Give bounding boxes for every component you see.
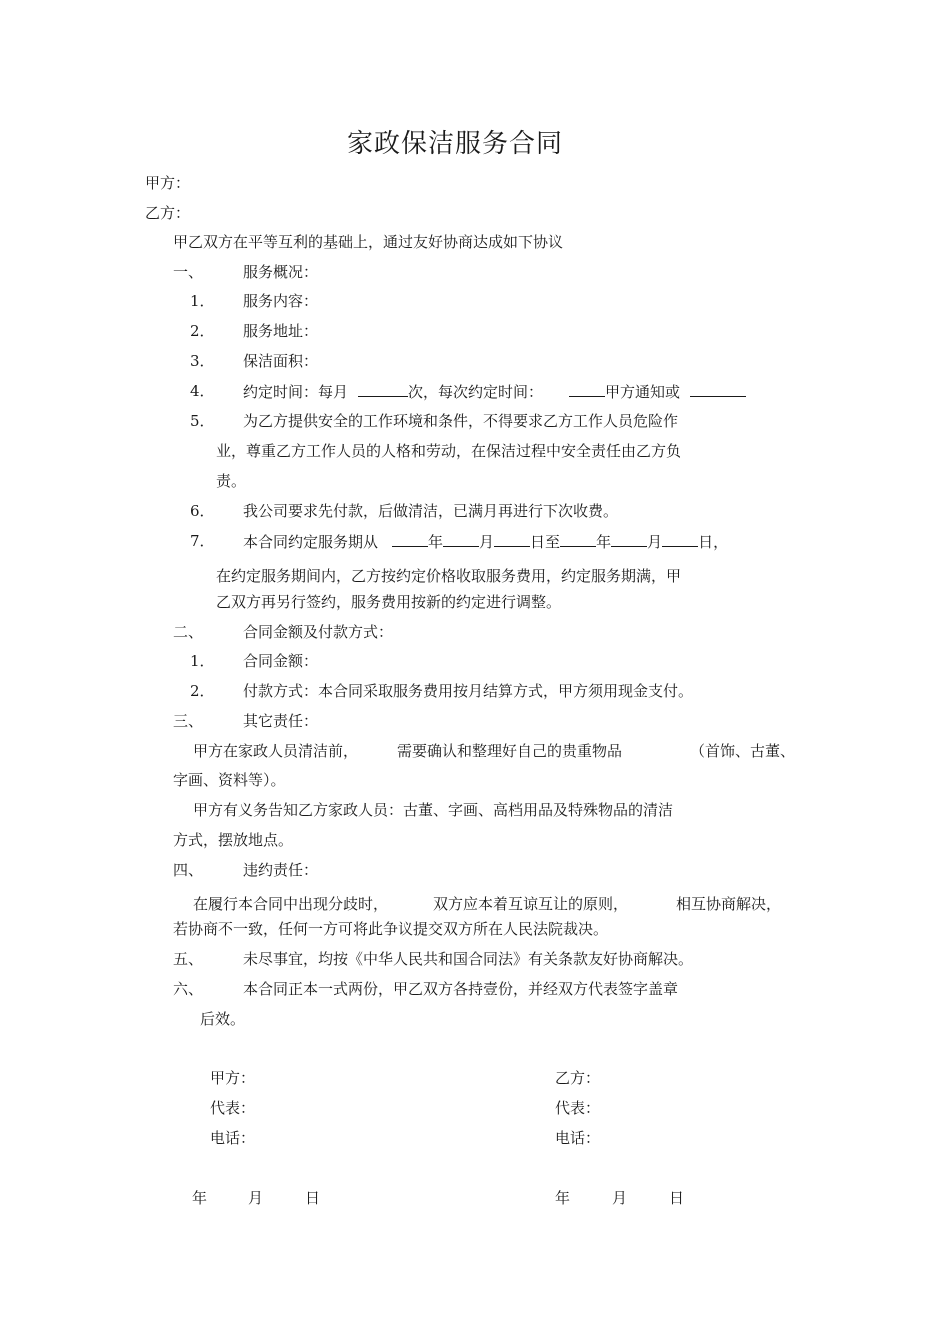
section-2-number: 二、	[173, 623, 204, 641]
other-duty-text-1b: 需要确认和整理好自己的贵重物品	[397, 742, 623, 760]
item-number: 3．	[190, 352, 215, 370]
notice-blank[interactable]	[690, 381, 746, 397]
day-end-label: 日，	[698, 533, 729, 551]
section-3-heading: 其它责任：	[243, 712, 319, 730]
sign-rep-b: 代表：	[555, 1099, 601, 1117]
end-month-blank[interactable]	[611, 531, 647, 547]
sign-phone-a: 电话：	[210, 1129, 256, 1147]
schedule-text-2: 次，每次约定时间：	[408, 383, 544, 401]
section-5-number: 五、	[173, 950, 204, 968]
end-year-blank[interactable]	[560, 531, 596, 547]
year-label: 年	[428, 533, 444, 551]
service-period-line-3: 乙双方再另行签约，服务费用按新的约定进行调整。	[216, 593, 562, 611]
service-period-line	[243, 531, 728, 552]
day-to-label: 日至	[530, 533, 561, 551]
start-day-blank[interactable]	[494, 531, 530, 547]
start-month-blank[interactable]	[443, 531, 479, 547]
month-label: 月	[479, 533, 495, 551]
intro-text: 甲乙双方在平等互利的基础上，通过友好协商达成如下协议	[173, 233, 564, 251]
contract-amount-label: 合同金额：	[243, 652, 319, 670]
payment-policy-text: 我公司要求先付款，后做清洁，已满月再进行下次收费。	[243, 502, 619, 520]
item-number: 1．	[190, 292, 215, 310]
breach-text-1c: 相互协商解决，	[676, 895, 782, 913]
schedule-time-blank[interactable]	[569, 381, 605, 397]
document-title: 家政保洁服务合同	[347, 129, 564, 159]
payment-method-text: 付款方式：本合同采取服务费用按月结算方式，甲方须用现金支付。	[243, 682, 694, 700]
section-6-text-line-2: 后效。	[200, 1010, 246, 1028]
year-label: 年	[596, 533, 612, 551]
sign-date-b-month: 月	[612, 1189, 628, 1207]
sign-rep-a: 代表：	[210, 1099, 256, 1117]
breach-text-1d: 若协商不一致，任何一方可将此争议提交双方所在人民法院裁决。	[173, 920, 609, 938]
schedule-line	[243, 381, 746, 402]
section-4-heading: 违约责任：	[243, 861, 319, 879]
item-number: 6．	[190, 502, 215, 520]
sign-phone-b: 电话：	[555, 1129, 601, 1147]
sign-party-b: 乙方：	[555, 1069, 601, 1087]
section-6-text-line-1: 本合同正本一式两份，甲乙双方各持壹份，并经双方代表签字盖章	[243, 980, 679, 998]
item-number: 4．	[190, 382, 215, 400]
safety-text-line-2: 业，尊重乙方工作人员的人格和劳动，在保洁过程中安全责任由乙方负	[216, 442, 682, 460]
service-period-line-2: 在约定服务期间内，乙方按约定价格收取服务费用，约定服务期满，甲	[216, 567, 682, 585]
party-b-label: 乙方：	[145, 204, 191, 222]
party-a-label: 甲方：	[145, 174, 191, 192]
breach-text-1a: 在履行本合同中出现分歧时，	[193, 895, 389, 913]
sign-date-a-month: 月	[248, 1189, 264, 1207]
item-number: 2．	[190, 322, 215, 340]
section-3-number: 三、	[173, 712, 204, 730]
section-1-heading: 服务概况：	[243, 263, 319, 281]
sign-date-a-year: 年	[192, 1189, 208, 1207]
sign-date-b-day: 日	[669, 1189, 685, 1207]
section-4-number: 四、	[173, 861, 204, 879]
other-duty-text-1c: （首饰、古董、	[690, 742, 796, 760]
schedule-text-1: 约定时间：每月	[243, 383, 349, 401]
other-duty-text-2a: 甲方有义务告知乙方家政人员：古董、字画、高档用品及特殊物品的清洁	[193, 801, 674, 819]
item-number: 5．	[190, 412, 215, 430]
sign-date-a-day: 日	[305, 1189, 321, 1207]
other-duty-text-1a: 甲方在家政人员清洁前，	[193, 742, 359, 760]
safety-text-line-1: 为乙方提供安全的工作环境和条件，不得要求乙方工作人员危险作	[243, 412, 679, 430]
sign-date-b-year: 年	[555, 1189, 571, 1207]
safety-text-line-3: 责。	[216, 472, 247, 490]
item-number: 1．	[190, 652, 215, 670]
other-duty-text-2b: 方式，摆放地点。	[173, 831, 294, 849]
sign-party-a: 甲方：	[210, 1069, 256, 1087]
breach-text-1b: 双方应本着互谅互让的原则，	[433, 895, 629, 913]
section-1-number: 一、	[173, 263, 204, 281]
section-2-heading: 合同金额及付款方式：	[243, 623, 394, 641]
item-number: 7．	[190, 532, 215, 550]
service-address-label: 服务地址：	[243, 322, 319, 340]
times-per-month-blank[interactable]	[358, 381, 408, 397]
schedule-text-3: 甲方通知或	[605, 383, 681, 401]
service-content-label: 服务内容：	[243, 292, 319, 310]
end-day-blank[interactable]	[662, 531, 698, 547]
other-duty-text-1d: 字画、资料等）。	[173, 771, 286, 789]
section-5-text: 未尽事宜，均按《中华人民共和国合同法》有关条款友好协商解决。	[243, 950, 694, 968]
service-period-text: 本合同约定服务期从	[243, 533, 379, 551]
month-label: 月	[647, 533, 663, 551]
item-number: 2．	[190, 682, 215, 700]
start-year-blank[interactable]	[392, 531, 428, 547]
section-6-number: 六、	[173, 980, 204, 998]
cleaning-area-label: 保洁面积：	[243, 352, 319, 370]
